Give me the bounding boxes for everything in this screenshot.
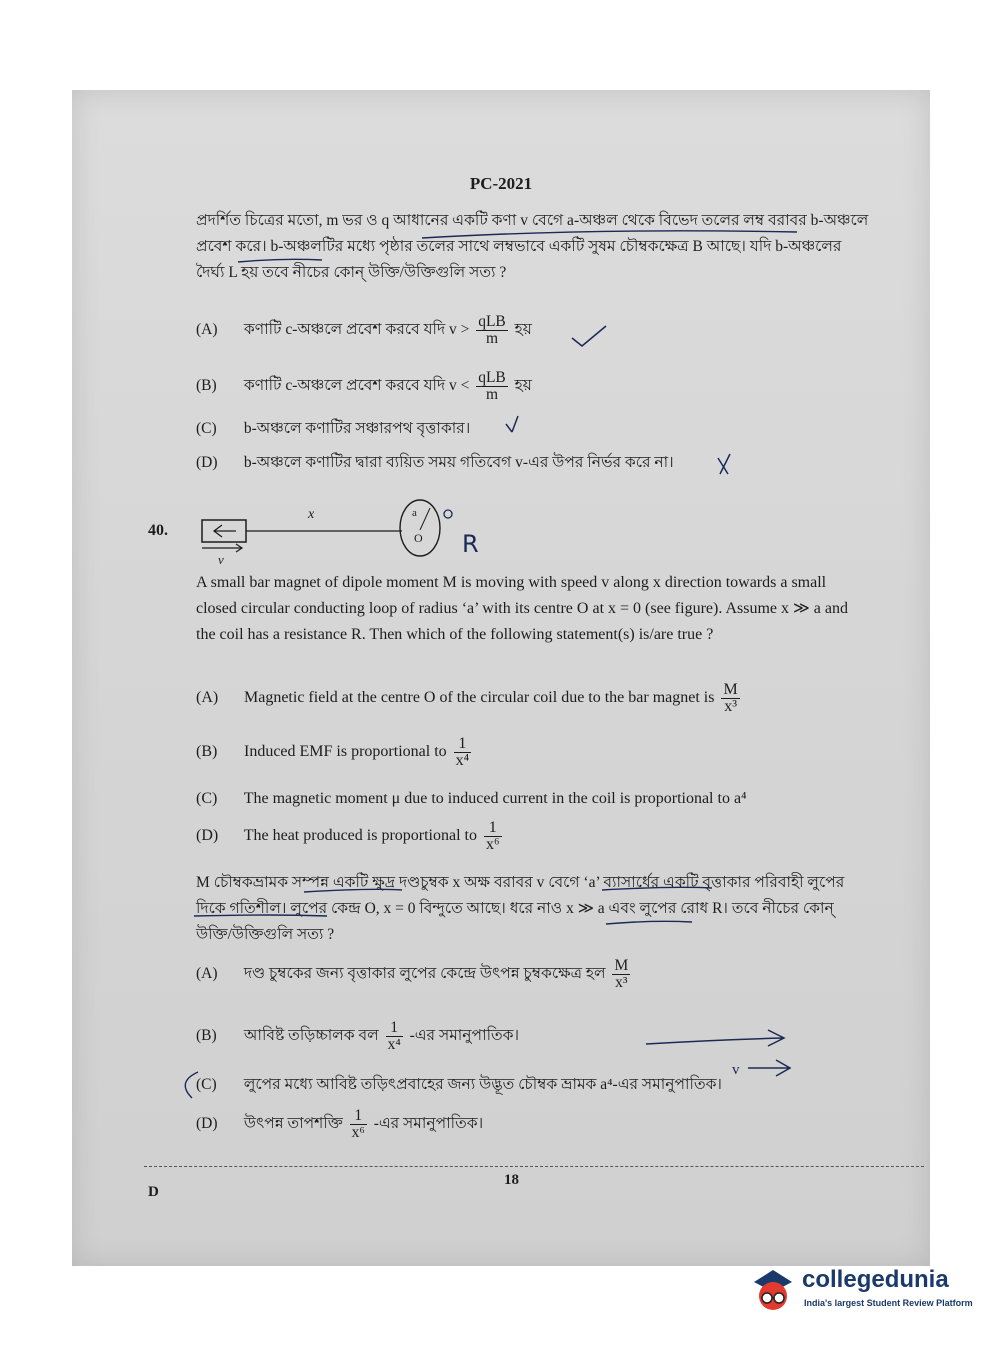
- option-text: উৎপন্ন তাপশক্তি: [243, 1115, 343, 1133]
- option-text: কণাটি c-অঞ্চলে প্রবেশ করবে যদি v >: [243, 321, 470, 339]
- tick-mark: [572, 326, 606, 346]
- cross-mark: [718, 454, 730, 474]
- fraction-denominator: x⁴: [387, 1036, 401, 1053]
- footer-divider: [144, 1166, 924, 1167]
- fraction-denominator: x⁶: [485, 836, 500, 853]
- r-label: R: [462, 530, 479, 558]
- handwritten-marks: [72, 90, 930, 510]
- underline-mark: [238, 259, 322, 262]
- option-label: (A): [196, 965, 218, 983]
- option-label: (C): [196, 790, 218, 807]
- underline-mark: [422, 231, 797, 238]
- paper-code: PC-2021: [469, 174, 533, 193]
- option-text: b-অঞ্চলে কণাটির সঞ্চারপথ বৃত্তাকার।: [243, 420, 471, 437]
- option-text: কণাটি c-অঞ্চলে প্রবেশ করবে যদি v <: [243, 377, 470, 395]
- q40-option-b: [196, 736, 696, 769]
- fraction-denominator: m: [485, 386, 499, 403]
- mascot-icon: [748, 1266, 798, 1316]
- v-label: v: [218, 552, 224, 567]
- conducting-loop: [400, 500, 440, 556]
- fraction-numerator: 1: [386, 1020, 403, 1037]
- fraction-denominator: x⁶: [351, 1124, 365, 1141]
- option-suffix: -এর সমানুপাতিক।: [373, 1115, 484, 1133]
- fraction-denominator: x⁴: [455, 752, 470, 769]
- underline-mark: [606, 921, 692, 924]
- q40b-option-d: [196, 1108, 616, 1141]
- cross-mark: [506, 416, 518, 432]
- fraction-numerator: qLB: [478, 369, 506, 386]
- q40-option-c: [196, 790, 896, 808]
- option-label: (B): [196, 743, 218, 761]
- set-label: D: [148, 1184, 159, 1200]
- option-label: (A): [196, 689, 219, 707]
- option-text: দণ্ড চুম্বকের জন্য বৃত্তাকার লুপের কেন্দ্রে উৎপন্ন চুম্বকক্ষেত্র হল: [243, 965, 606, 983]
- question-number: 40.: [148, 522, 168, 539]
- fraction-numerator: 1: [484, 820, 502, 837]
- underline-mark: [304, 889, 402, 892]
- option-text: আবিষ্ট তড়িচ্চালক বল: [243, 1027, 379, 1045]
- option-label: (D): [196, 1115, 218, 1133]
- option-text: Induced EMF is proportional to: [244, 743, 447, 761]
- arrow-mark: [646, 1030, 784, 1046]
- option-text: The magnetic moment μ due to induced current in the coil is proportional to a⁴: [243, 790, 747, 807]
- option-text: লুপের মধ্যে আবিষ্ট তড়িৎপ্রবাহের জন্য উদ্ভূত চৌম্বক ভ্রামক a⁴-এর সমানুপাতিক।: [243, 1076, 722, 1093]
- option-label: (C): [196, 1076, 217, 1093]
- o-label: O: [414, 531, 423, 545]
- page-number: 18: [504, 1172, 519, 1188]
- underline-mark: [602, 887, 712, 890]
- option-label: (A): [196, 321, 218, 339]
- option-label: (B): [196, 377, 217, 395]
- bengali-question-stem: প্রদর্শিত চিত্রের মতো, m ভর ও q আধানের একটি কণা v বেগে a-অঞ্চল থেকে বিভেদ তলের লম্ব বরাবর b-অঞ্চলে প্রবেশ করে। b-অঞ্চলটির মধ্যে পৃষ্ঠার তলের সাথে লম্বভাবে একটি সুষম চৌম্বকক্ষেত্র B আছে। যদি b-অঞ্চলের দৈর্ঘ্য L হয় তবে নীচের কোন্ উক্তি/উক্তিগুলি সত্য ?: [196, 212, 869, 281]
- option-text: Magnetic field at the centre O of the circular coil due to the bar magnet is: [244, 689, 715, 707]
- option-label: (C): [196, 420, 217, 437]
- option-suffix: হয়: [514, 321, 532, 339]
- question-40-bengali-stem: M চৌম্বকভ্রামক সম্পন্ন একটি ক্ষুদ্র দণ্ডচুম্বক x অক্ষ বরাবর v বেগে ‘a’ ব্যাসার্ধের একটি বৃত্তাকার পরিবাহী লুপের দিকে গতিশীল। লুপের কেন্দ্র O, x = 0 বিন্দুতে আছে। ধরে নাও x ≫ a এবং লুপের রোধ R। তবে নীচের কোন্ উক্তি/উক্তিগুলি সত্য ?: [196, 874, 845, 943]
- option-label: (D): [196, 454, 218, 471]
- velocity-note: v: [732, 1062, 740, 1078]
- fraction: [484, 820, 502, 853]
- fraction-denominator: m: [485, 330, 499, 347]
- option-suffix: হয়: [514, 377, 532, 395]
- magnet-arrow: [214, 525, 236, 537]
- fraction: [454, 736, 472, 769]
- logo-name: collegedunia: [802, 1266, 949, 1293]
- option-label: (B): [196, 1027, 217, 1045]
- option-text: b-অঞ্চলে কণাটির দ্বারা ব্যয়িত সময় গতিবেগ v-এর উপর নির্ভর করে না।: [243, 454, 674, 471]
- fraction: [350, 1108, 367, 1141]
- fraction-numerator: M: [723, 681, 738, 698]
- fraction-denominator: x³: [724, 698, 737, 715]
- arrow-mark: [748, 1060, 790, 1076]
- fraction-numerator: qLB: [478, 313, 506, 330]
- fraction-numerator: 1: [454, 736, 472, 753]
- underline-mark: [194, 915, 327, 916]
- fraction-denominator: x³: [615, 974, 628, 991]
- magnet-loop-figure: [192, 498, 512, 568]
- bracket-mark: [185, 1072, 198, 1098]
- handwritten-marks-lower: [72, 860, 930, 1110]
- question-40-stem: A small bar magnet of dipole moment M is moving with speed v along x direction towards a small closed circular conducting loop of radius ‘a’ with its centre O at x = 0 (see figure). Assume x ≫ a and the coil has a resistance R. Then which of the following statement(s) is/are true ?: [196, 574, 848, 643]
- fraction: [721, 682, 739, 715]
- x-label: x: [308, 507, 315, 522]
- option-text: The heat produced is proportional to: [243, 827, 477, 845]
- exam-page: [72, 90, 930, 1266]
- collegedunia-logo: [748, 1262, 974, 1324]
- fraction-numerator: 1: [350, 1108, 367, 1125]
- a-label: a: [412, 507, 417, 519]
- fraction-numerator: M: [614, 957, 629, 974]
- q40-option-d: [196, 820, 696, 853]
- option-label: (D): [196, 827, 219, 845]
- option-suffix: -এর সমানুপাতিক।: [409, 1027, 520, 1045]
- logo-tagline: India's largest Student Review Platform: [804, 1298, 973, 1308]
- q40-option-a: [196, 682, 896, 715]
